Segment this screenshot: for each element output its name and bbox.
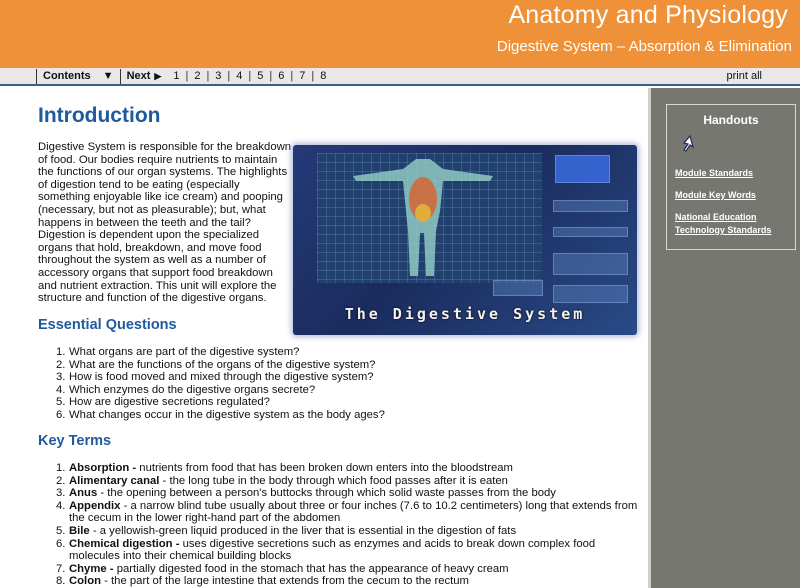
key-terms-heading: Key Terms — [38, 433, 112, 449]
contents-menu-button[interactable] — [37, 70, 120, 82]
handouts-box — [666, 104, 796, 250]
list-item: 3. Anus - the opening between a person's buttocks through which solid waste passes from the body — [56, 487, 556, 500]
list-item: 1. What organs are part of the digestive system? — [56, 346, 300, 358]
digestive-system-image — [293, 145, 637, 335]
body-figure-icon — [348, 151, 498, 281]
page-link-6[interactable]: 6 — [278, 70, 285, 82]
contents-label: Contents — [43, 70, 91, 82]
list-item: 2. What are the functions of the organs of the digestive system? — [56, 358, 376, 371]
page-link-4[interactable]: 4 — [236, 70, 243, 82]
page-link-1[interactable]: 1 — [173, 70, 180, 82]
essential-questions-heading: Essential Questions — [38, 317, 177, 333]
triangle-right-icon: ▶ — [154, 70, 162, 81]
site-title: Anatomy and Physiology — [508, 1, 788, 29]
module-key-words-link[interactable]: Module Key Words — [675, 190, 756, 200]
list-item: 8. Colon - the part of the large intestine that extends from the cecum to the rectum — [56, 575, 469, 588]
cursor-arrow-icon — [681, 135, 695, 153]
monitor-panel — [553, 200, 628, 212]
image-caption: The Digestive System — [344, 305, 586, 323]
list-item: 6. Chemical digestion - uses digestive secretions such as enzymes and acids to break down complex food molecules into their chemical building blocks — [56, 537, 596, 563]
page-link-3[interactable]: 3 — [215, 70, 222, 82]
monitor-panel — [553, 285, 628, 303]
list-item: 3. How is food moved and mixed through the digestive system? — [56, 371, 374, 384]
monitor-panel — [493, 280, 543, 296]
list-item: 2. Alimentary canal - the long tube in the body through which food passes after it is eaten — [56, 474, 508, 487]
nav-bar — [0, 68, 800, 86]
page-links: 1 | 2 | 3 | 4 | 5 | 6 | 7 | 8 — [169, 70, 330, 82]
module-subtitle: Digestive System – Absorption & Elimination — [496, 38, 792, 55]
list-item: 5. Bile - a yellowish-green liquid produced in the liver that is essential in the digestion of fats — [56, 524, 517, 537]
list-item: 1. Absorption - nutrients from food that has been broken down enters into the bloodstream — [56, 462, 513, 474]
intro-paragraph: Digestive System is responsible for the breakdown of food. Our bodies require nutrients to maintain the functions of our organ systems. The highlights of digestion tend to be eating (especially something enjoyable like ice cream) and pooping (necessary, but not as pleasurable); but, what happens in between the teeth and the tail? Digestion is dependent upon the specialized organs that hold, breakdown, and move food throughout the system as well as a number of accessory organs that support food breakdown and nutrient extraction. This unit will explore the structure and function of the digestive organs. — [38, 141, 292, 305]
main-content — [0, 88, 648, 588]
national-education-link[interactable]: National Education — [675, 212, 757, 222]
triangle-down-icon: ▼ — [102, 70, 114, 82]
page-link-8[interactable]: 8 — [320, 70, 327, 82]
monitor-panel — [553, 227, 628, 237]
site-header — [0, 0, 800, 68]
key-terms-list — [56, 462, 639, 588]
intro-heading: Introduction — [38, 104, 161, 127]
list-item: 4. Appendix - a narrow blind tube usually about three or four inches (7.6 to 10.2 centimeters) long that extends from the cecum in the lower right-hand part of the abdomen — [56, 499, 638, 525]
technology-standards-link[interactable]: Technology Standards — [675, 225, 772, 235]
module-standards-link[interactable]: Module Standards — [675, 168, 754, 178]
next-label: Next — [126, 70, 151, 82]
monitor-panel — [555, 155, 610, 183]
page-link-5[interactable]: 5 — [257, 70, 264, 82]
monitor-panel — [553, 253, 628, 275]
print-all-link[interactable]: print all — [726, 70, 762, 82]
list-item: 4. Which enzymes do the digestive organs secrete? — [56, 383, 316, 396]
handouts-title: Handouts — [703, 113, 759, 127]
page-link-7[interactable]: 7 — [299, 70, 306, 82]
handouts-sidebar — [648, 88, 800, 588]
list-item: 6. What changes occur in the digestive system as the body ages? — [56, 408, 385, 421]
next-button[interactable] — [121, 70, 170, 82]
list-item: 7. Chyme - partially digested food in the stomach that has the appearance of heavy cream — [56, 562, 509, 575]
essential-questions-list — [56, 346, 629, 422]
list-item: 5. How are digestive secretions regulated? — [56, 396, 270, 409]
page-link-2[interactable]: 2 — [194, 70, 201, 82]
